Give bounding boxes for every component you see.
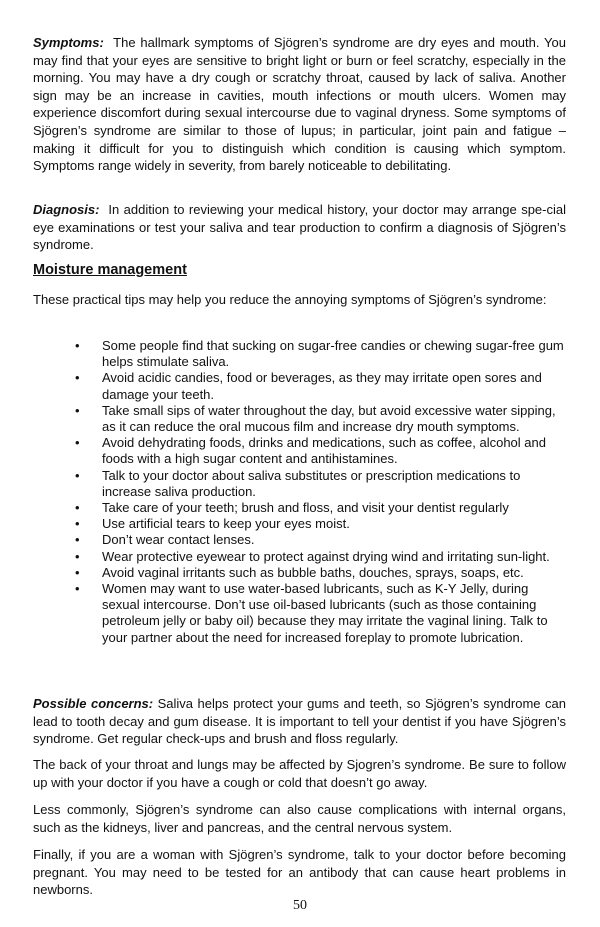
tips-list [33,338,566,646]
bullet-icon: • [75,548,80,564]
list-item: • Women may want to use water-based lubricants, such as K-Y Jelly, during sexual intercourse. Don’t use oil-based lubricants (such as those containing petroleum jelly or baby oil) because they may irritate the vaginal lining. Talk to your partner about the need for increased foreplay to promote lubrication. [75,581,548,645]
list-item: • Avoid acidic candies, food or beverages, as they may irritate open sores and damage your teeth. [75,370,542,402]
list-item: • Talk to your doctor about saliva substitutes or prescription medications to increase saliva production. [75,467,521,499]
bullet-icon: • [75,564,80,580]
bullet-icon: • [75,338,80,353]
bullet-icon: • [75,435,80,451]
symptoms-text: The hallmark symptoms of Sjögren’s syndrome are dry eyes and mouth. You may find that your eyes are sensitive to bright light or burn or feel scratchy, especially in the morning. You may have a dry cough or scratchy throat, caused by lack of saliva. Another sign may be an increase in cavities, mouth infections or mouth ulcers. Women may experience discomfort during sexual intercourse due to vaginal dryness. Some symptoms of Sjögren’s syndrome are similar to those of lupus; in particular, joint pain and fatigue – making it difficult for you to distinguish which condition is causing which symptom. Symptoms range widely in severity, from barely noticeable to debilitating. [33,35,566,174]
list-item: • Take small sips of water throughout the day, but avoid excessive water sipping, as it can reduce the oral mucous film and increase dry mouth symptoms. [75,402,556,435]
page-number: 50 [293,898,307,913]
list-item: • Avoid vaginal irritants such as bubble baths, douches, sprays, soaps, etc. [75,564,524,580]
bullet-icon: • [75,516,80,532]
diagnosis-text: In addition to reviewing your medical history, your doctor may arrange spe-cial eye examinations or test your saliva and tear production to confirm a diagnosis of Sjögren’s syndrome. [33,202,566,253]
bullet-icon: • [75,500,80,516]
bullet-icon: • [75,402,80,418]
symptoms-label: Symptoms: [33,35,104,50]
list-item: • Take care of your teeth; brush and floss, and visit your dentist regularly [75,500,509,516]
bullet-icon: • [75,581,80,597]
diagnosis-label: Diagnosis: [33,202,100,217]
organs-paragraph: Less commonly, Sjögren’s syndrome can also cause complications with internal organs, such as the kidneys, liver and pancreas, and the central nervous system. [33,802,566,835]
symptoms-paragraph [33,34,566,175]
moisture-heading: Moisture management [33,262,187,278]
list-item: • Wear protective eyewear to protect against drying wind and irritating sun-light. [75,548,550,564]
concerns-text: Saliva helps protect your gums and teeth, so Sjögren’s syndrome can lead to tooth decay and gum disease. It is important to tell your dentist if you have Sjögren’s syndrome. Get regular check-ups and brush and floss regularly. [33,696,566,747]
diagnosis-paragraph [33,201,566,254]
moisture-intro: These practical tips may help you reduce the annoying symptoms of Sjögren’s syndrome: [33,292,547,307]
bullet-icon: • [75,532,80,548]
pregnancy-paragraph: Finally, if you are a woman with Sjögren’s syndrome, talk to your doctor before becoming pregnant. You may need to be tested for an antibody that can cause heart problems in newborns. [33,847,566,898]
list-item: • Some people find that sucking on sugar-free candies or chewing sugar-free gum helps stimulate saliva. [75,338,564,370]
bullet-icon: • [75,370,80,386]
concerns-paragraph [33,695,566,748]
bullet-icon: • [75,467,80,483]
list-item: • Avoid dehydrating foods, drinks and medications, such as coffee, alcohol and foods with a high sugar content and antihistamines. [75,435,546,467]
list-item: • Don’t wear contact lenses. [75,532,255,548]
concerns-label: Possible concerns: [33,696,154,711]
list-item: • Use artificial tears to keep your eyes moist. [75,516,350,532]
throat-paragraph: The back of your throat and lungs may be affected by Sjogren’s syndrome. Be sure to follow up with your doctor if you have a cough or cold that doesn’t go away. [33,757,566,790]
